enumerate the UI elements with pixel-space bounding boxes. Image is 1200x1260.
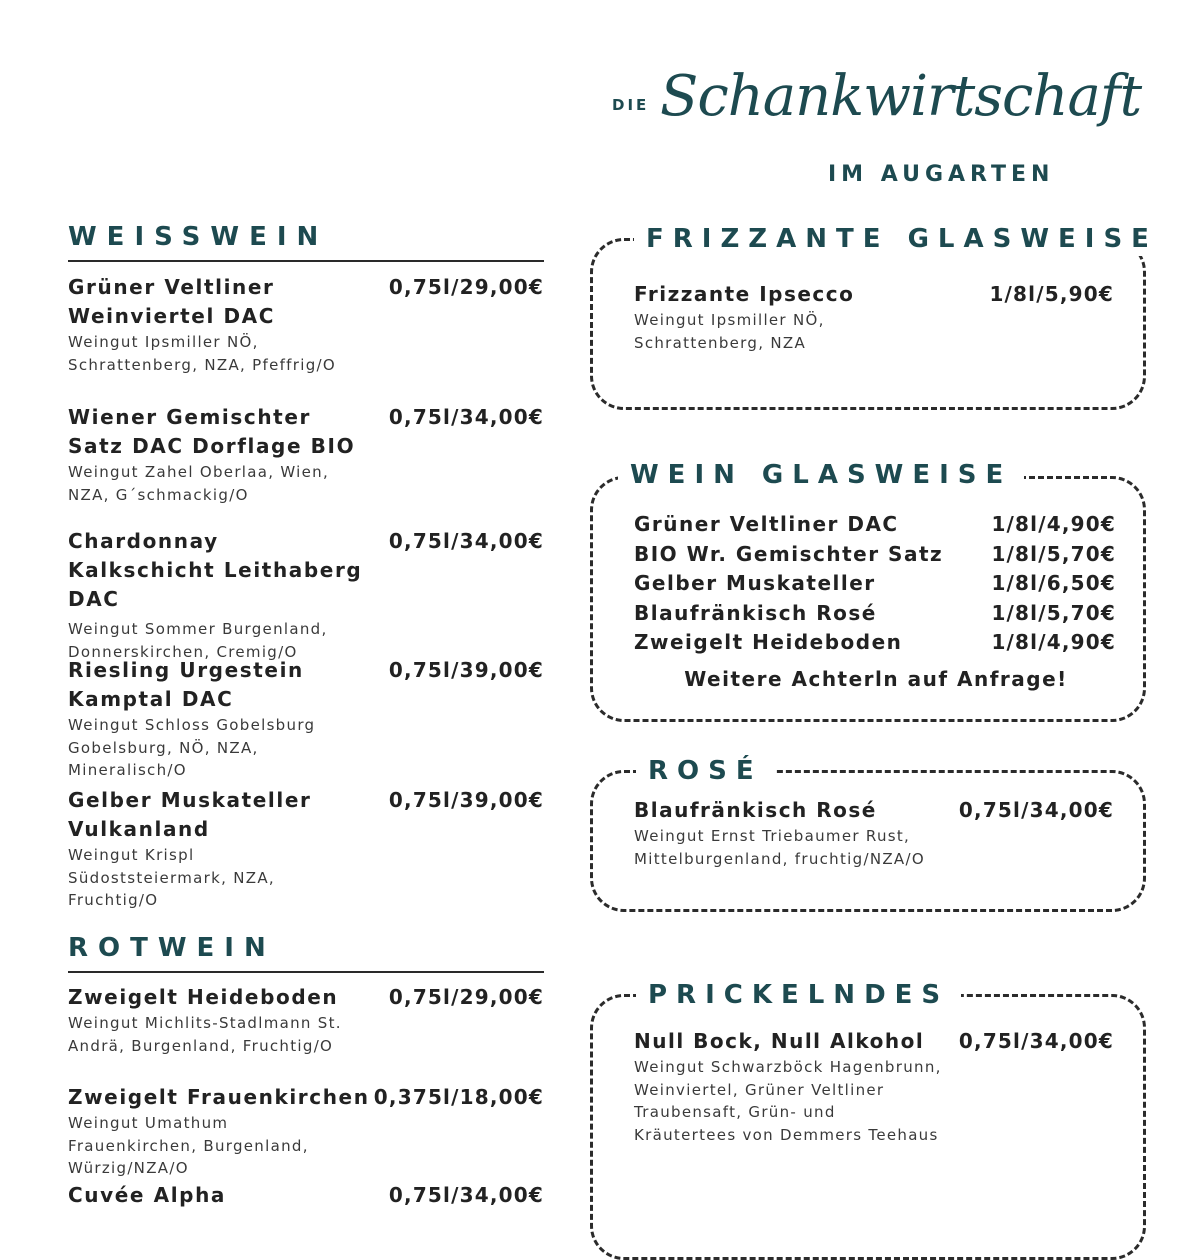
wine-name: BIO Wr. Gemischter Satz xyxy=(634,542,944,566)
wine-price: 0,75l/34,00€ xyxy=(958,1029,1114,1053)
wine-price: 0,375l/18,00€ xyxy=(373,1085,544,1109)
wine-details: Weingut Ipsmiller NÖ, Schrattenberg, NZA xyxy=(634,311,825,352)
menu-item xyxy=(68,273,544,376)
logo-die-text: DIE xyxy=(612,96,650,114)
wine-price: 1/8l/5,90€ xyxy=(989,282,1114,306)
wine-details: Weingut Umathum Frauenkirchen, Burgenland, Würzig/NZA/O xyxy=(68,1114,309,1177)
logo-subtitle: IM AUGARTEN xyxy=(828,162,1055,187)
menu-item xyxy=(634,280,1114,354)
wine-price: 1/8l/4,90€ xyxy=(991,630,1116,654)
wine-details: Weingut Ipsmiller NÖ, Schrattenberg, NZA, Pfeffrig/O xyxy=(68,333,336,374)
wine-name: Grüner Veltliner Weinviertel DAC xyxy=(68,275,276,328)
wine-name: Riesling Urgestein Kamptal DAC xyxy=(68,658,304,711)
wine-name: Chardonnay Kalkschicht Leithaberg DAC xyxy=(68,529,363,611)
wine-name: Zweigelt Heideboden xyxy=(68,985,339,1009)
wine-name: Blaufränkisch Rosé xyxy=(634,798,877,822)
glass-wine-row xyxy=(634,630,1116,660)
wine-price: 0,75l/39,00€ xyxy=(388,788,544,812)
menu-item xyxy=(68,786,544,912)
wine-name: Zweigelt Frauenkirchen xyxy=(68,1085,370,1109)
menu-item xyxy=(634,1027,1114,1146)
wine-name: Gelber Muskateller Vulkanland xyxy=(68,788,312,841)
wine-price: 1/8l/4,90€ xyxy=(991,512,1116,536)
wine-name: Cuvée Alpha xyxy=(68,1183,227,1207)
wine-price: 0,75l/29,00€ xyxy=(388,985,544,1009)
wine-details: Weingut Michlits-Stadlmann St. Andrä, Burgenland, Fruchtig/O xyxy=(68,1014,342,1055)
wine-details: Weingut Sommer Burgenland, Donnerskirchen, Cremig/O xyxy=(68,620,328,661)
weisswein-heading: WEISSWEIN xyxy=(68,222,329,252)
wine-name: Gelber Muskateller xyxy=(634,571,876,595)
rose-heading: ROSÉ xyxy=(636,754,775,788)
menu-item xyxy=(634,796,1114,870)
wine-name: Zweigelt Heideboden xyxy=(634,630,903,654)
menu-item xyxy=(68,527,544,663)
wine-price: 1/8l/5,70€ xyxy=(991,542,1116,566)
wine-price: 0,75l/34,00€ xyxy=(388,405,544,429)
menu-item xyxy=(68,1083,544,1180)
logo-script-text: Schankwirtschaft xyxy=(660,64,1142,129)
wine-details: Weingut Schloss Gobelsburg Gobelsburg, NÖ, NZA, Mineralisch/O xyxy=(68,716,316,779)
glasweise-heading: WEIN GLASWEISE xyxy=(618,458,1024,492)
glasweise-note: Weitere Achterln auf Anfrage! xyxy=(684,667,1068,691)
wine-price: 0,75l/34,00€ xyxy=(388,1183,544,1207)
wine-price: 1/8l/6,50€ xyxy=(991,571,1116,595)
wine-details: Weingut Ernst Triebaumer Rust, Mittelburgenland, fruchtig/NZA/O xyxy=(634,827,925,868)
wine-name: Blaufränkisch Rosé xyxy=(634,601,877,625)
wine-name: Frizzante Ipsecco xyxy=(634,282,855,306)
logo xyxy=(600,60,1142,200)
wine-details: Weingut Schwarzböck Hagenbrunn, Weinviertel, Grüner Veltliner Traubensaft, Grün- und Kräutertees von Demmers Teehaus xyxy=(634,1058,942,1144)
glass-wine-row xyxy=(634,571,1116,601)
glass-wine-row xyxy=(634,601,1116,631)
wine-name: Grüner Veltliner DAC xyxy=(634,512,899,536)
wine-price: 0,75l/34,00€ xyxy=(958,798,1114,822)
rotwein-divider xyxy=(68,971,544,973)
rotwein-heading: ROTWEIN xyxy=(68,933,276,963)
menu-item xyxy=(68,403,544,506)
menu-item xyxy=(68,983,544,1057)
prickelndes-heading: PRICKELNDES xyxy=(636,978,961,1012)
frizzante-heading: FRIZZANTE GLASWEISE xyxy=(634,222,1170,256)
wine-price: 0,75l/39,00€ xyxy=(388,658,544,682)
wine-price: 0,75l/29,00€ xyxy=(388,275,544,299)
wine-name: Null Bock, Null Alkohol xyxy=(634,1029,925,1053)
wine-details: Weingut Krispl Südoststeiermark, NZA, Fruchtig/O xyxy=(68,846,275,909)
menu-item xyxy=(68,656,544,782)
wine-price: 0,75l/34,00€ xyxy=(388,529,544,553)
menu-item xyxy=(68,1181,544,1210)
wine-details: Weingut Zahel Oberlaa, Wien, NZA, G´schmackig/O xyxy=(68,463,330,504)
glass-wine-row xyxy=(634,512,1116,542)
weisswein-divider xyxy=(68,260,544,262)
glass-wine-row xyxy=(634,542,1116,572)
wine-name: Wiener Gemischter Satz DAC Dorflage BIO xyxy=(68,405,356,458)
wine-price: 1/8l/5,70€ xyxy=(991,601,1116,625)
